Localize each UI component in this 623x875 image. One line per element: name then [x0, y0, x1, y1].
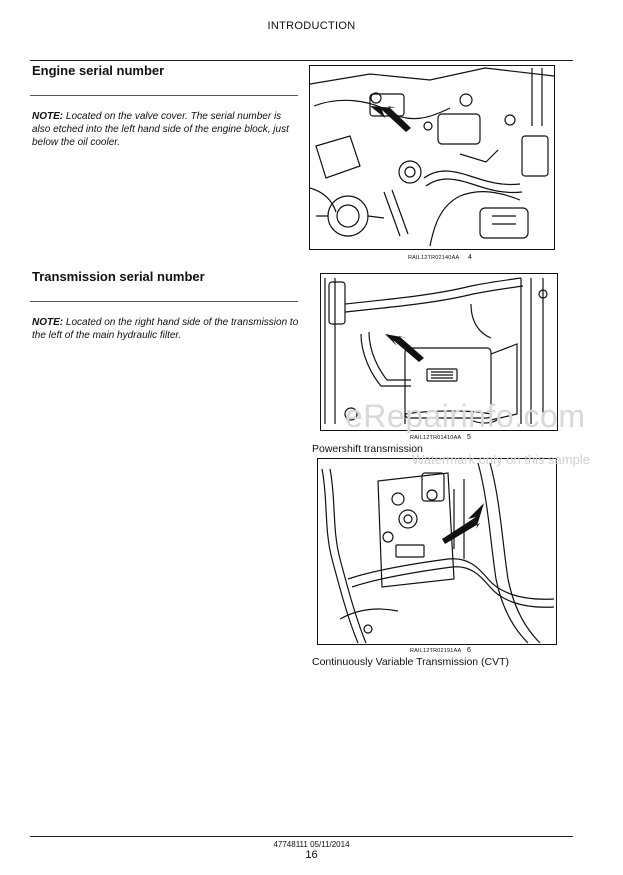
cvt-illustration — [318, 459, 556, 644]
watermark-subtext: Watermark only on this sample — [412, 452, 590, 467]
header-divider — [30, 60, 573, 61]
engine-note — [32, 110, 300, 149]
cvt-figure — [317, 458, 557, 645]
footer-divider — [30, 836, 573, 837]
transmission-section-divider — [30, 301, 298, 302]
cvt-fig-reference: RAIL12TR02191AA — [410, 648, 462, 654]
transmission-serial-title: Transmission serial number — [32, 269, 205, 284]
page-header-title: INTRODUCTION — [267, 20, 356, 32]
transmission-note — [32, 316, 300, 342]
powershift-fig-number: 5 — [467, 434, 471, 441]
engine-serial-title: Engine serial number — [32, 63, 165, 78]
transmission-note-text: Located on the right hand side of the transmission to the left of the main hydraulic filter. — [32, 317, 299, 341]
engine-illustration — [310, 66, 554, 249]
engine-section-divider — [30, 95, 298, 96]
cvt-fig-number: 6 — [467, 647, 471, 654]
watermark-text: eRepairinfo.com — [345, 398, 586, 434]
engine-figure — [309, 65, 555, 250]
engine-fig-number: 4 — [468, 254, 472, 261]
powershift-caption: Powershift transmission — [312, 443, 423, 455]
engine-note-text: Located on the valve cover. The serial number is also etched into the left hand side of the engine block, just below the oil cooler. — [32, 111, 289, 148]
cvt-caption: Continuously Variable Transmission (CVT) — [312, 656, 510, 668]
engine-note-label: NOTE: — [32, 111, 64, 122]
engine-fig-reference: RAIL12TR02140AA — [408, 255, 460, 261]
page-number: 16 — [305, 849, 318, 861]
powershift-fig-reference: RAIL12TR01410AA — [410, 435, 462, 441]
footer-doc-id: 47748111 05/11/2014 — [273, 840, 350, 849]
transmission-note-label: NOTE: — [32, 317, 64, 328]
